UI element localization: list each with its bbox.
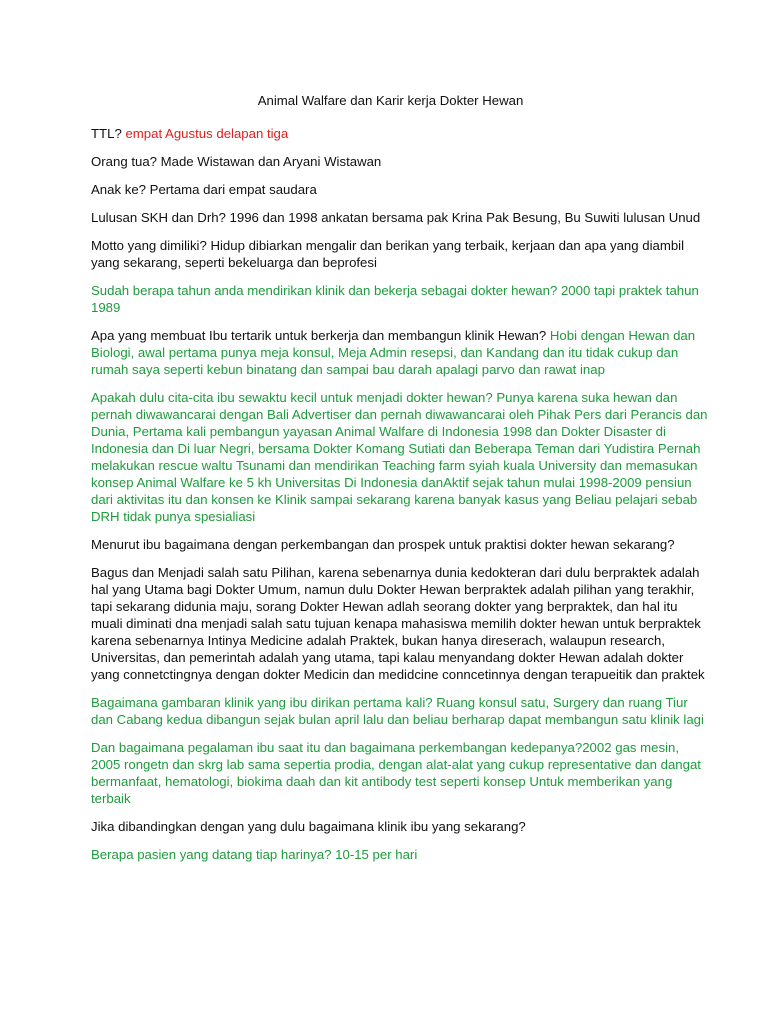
paragraph xyxy=(91,125,708,142)
question-text: TTL? xyxy=(91,126,122,141)
paragraph xyxy=(91,564,708,683)
document-body xyxy=(91,125,708,863)
paragraph xyxy=(91,327,708,378)
question-text: Menurut ibu bagaimana dengan perkembangan dan prospek untuk praktisi dokter hewan sekarang? xyxy=(91,537,675,552)
answer-text: Dan bagaimana pegalaman ibu saat itu dan bagaimana perkembangan kedepanya?2002 gas mesin, 2005 rongetn dan skrg lab sama sepertia prodia, dengan alat-alat yang cukup representative dan dangat bermanfaat, hematologi, biokima daah dan kit antibody test seperti konsep Untuk memberikan yang terbaik xyxy=(91,740,701,806)
answer-text: Bagaimana gambaran klinik yang ibu dirikan pertama kali? Ruang konsul satu, Surgery dan ruang Tiur dan Cabang kedua dibangun sejak bulan april lalu dan beliau berharap dapat membangun satu klinik lagi xyxy=(91,695,704,727)
answer-text: Sudah berapa tahun anda mendirikan klinik dan bekerja sebagai dokter hewan? 2000 tapi praktek tahun 1989 xyxy=(91,283,699,315)
paragraph xyxy=(91,282,708,316)
paragraph xyxy=(91,209,708,226)
question-text: Apa yang membuat Ibu tertarik untuk berkerja dan membangun klinik Hewan? xyxy=(91,328,547,343)
paragraph xyxy=(91,536,708,553)
answer-text: empat Agustus delapan tiga xyxy=(125,126,289,141)
answer-text: Hobi dengan Hewan dan Biologi, awal pertama punya meja konsul, Meja Admin resepsi, dan Kandang dan itu tidak cukup dan rumah saya seperti kebun binatang dan sampai bau darah apalagi parvo dan rawat inap xyxy=(91,328,696,377)
paragraph xyxy=(91,181,708,198)
question-text: Anak ke? Pertama dari empat saudara xyxy=(91,182,317,197)
question-text: Jika dibandingkan dengan yang dulu bagaimana klinik ibu yang sekarang? xyxy=(91,819,526,834)
paragraph xyxy=(91,389,708,525)
document-title: Animal Walfare dan Karir kerja Dokter Hewan xyxy=(257,93,524,108)
paragraph xyxy=(91,739,708,807)
question-text: Motto yang dimiliki? Hidup dibiarkan mengalir dan berikan yang terbaik, kerjaan dan apa yang diambil yang sekarang, seperti bekeluarga dan beprofesi xyxy=(91,238,685,270)
paragraph xyxy=(91,694,708,728)
answer-text: Apakah dulu cita-cita ibu sewaktu kecil untuk menjadi dokter hewan? Punya karena suka hewan dan pernah diwawancarai dengan Bali Advertiser dan pernah diwawancarai oleh Pihak Pers dari Perancis dan Dunia, Pertama kali pembangun yayasan Animal Walfare di Indonesia 1998 dan Dokter Disaster di Indonesia dan Di luar Negri, bersama Dokter Komang Sutiati dan Beberapa Teman dari Yudistira Pernah melakukan rescue waltu Tsunami dan mendirikan Teaching farm syiah kuala University dan memasukan konsep Animal Walfare ke 5 kh Universitas Di Indonesia danAktif sejak tahun mulai 1998-2009 pensiun dari aktivitas itu dan konsen ke Klinik sampai sekarang karena banyak kasus yang Beliau pelajari sebab DRH tidak punya spesialiasi xyxy=(91,390,708,524)
question-text: Orang tua? Made Wistawan dan Aryani Wistawan xyxy=(91,154,382,169)
question-text: Bagus dan Menjadi salah satu Pilihan, karena sebenarnya dunia kedokteran dari dulu berpraktek adalah hal yang Utama bagi Dokter Umum, namun dulu Dokter Hewan berpraktek adalah pilihan yang terakhir, tapi sekarang didunia maju, sorang Dokter Hewan adlah seorang dokter yang berpraktek, dan hal itu muali diminati dna menjadi salah satu tujuan kenapa mahasiswa memilih dokter hewan untuk berpraktek karena sebenarnya Intinya Medicine adalah Praktek, bukan hanya direserach, walaupun research, Universitas, dan pemerintah adalah yang utama, tapi kalau menyandang dokter Hewan adalah dokter yang connetctingnya dengan dokter Medicin dan medidcine conncetinnya dengan terapueitik dan praktek xyxy=(91,565,705,682)
paragraph xyxy=(91,237,708,271)
question-text: Lulusan SKH dan Drh? 1996 dan 1998 ankatan bersama pak Krina Pak Besung, Bu Suwiti lulusan Unud xyxy=(91,210,701,225)
answer-text: Berapa pasien yang datang tiap harinya? 10-15 per hari xyxy=(91,847,418,862)
paragraph xyxy=(91,153,708,170)
paragraph xyxy=(91,846,708,863)
paragraph xyxy=(91,818,708,835)
